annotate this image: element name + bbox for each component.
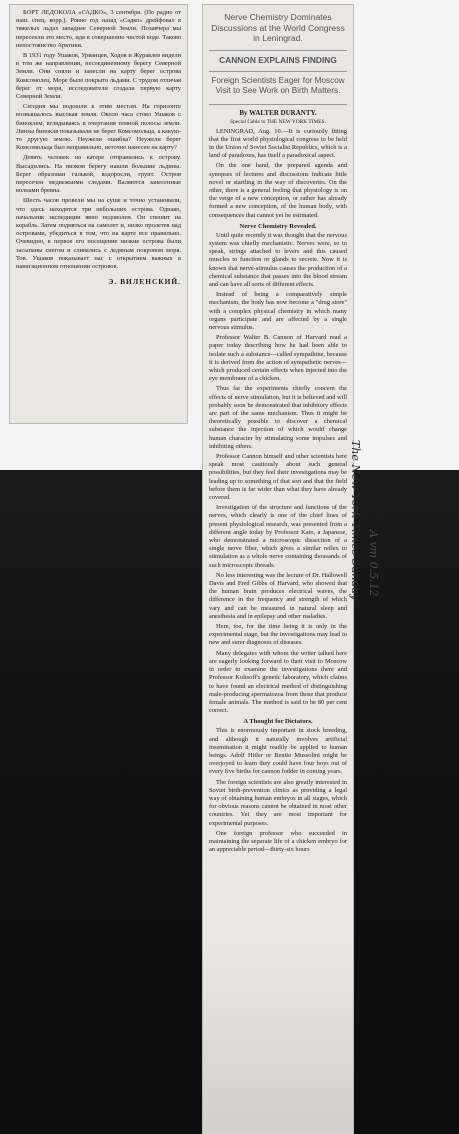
article-paragraph: Investigation of the structure and functions of the nerves, which clearly is one of the chief lines of present physiological research, was presented from a different angle today by Professor Kato, a Japanese, who demonstrated a microscopic dissection of a single nerve fiber, which gives a similar reflex to stimulation as a whole nerve containing thousands of such microscopic threads. <box>209 504 347 569</box>
author-signature: Э. ВИЛЕНСКИЙ. <box>108 277 181 287</box>
article-paragraph: Here, too, for the time being it is only in the experimental stage, but the investigations may lead to new and surer diagnoses of diseases. <box>209 623 347 647</box>
section-subhead: A Thought for Dictators. <box>243 718 313 726</box>
article-paragraph: LENINGRAD, Aug. 10.—It is curiously fitting that the first world physiological congress to be held in the Union of Soviet Socialist Republics, which is a land of paradoxes, has itself a paradoxical aspect. <box>209 127 347 160</box>
article-paragraph: Thus far the experiments chiefly concern the effects of nerve stimulation, but it is believed and will probably soon be demonstrated that inhibitory effects are part of the same mechanism. Thus it might be theoretically possible to discover a chemical substance the injection of which would change human character by stimulating some impulses and inhibiting others. <box>209 385 347 450</box>
nyt-newspaper-clipping <box>203 5 353 1134</box>
russian-newspaper-clipping <box>10 5 187 423</box>
article-paragraph: On the one hand, the prepared agenda and synopses of lectures and discussions indicate little novel or startling in the way of discoveries. On the other, there is a general feeling that physiology is on the verge of a new conception, or rather has already formed a new conception, of the human body, with consequences that cannot yet be estimated. <box>209 162 347 219</box>
article-paragraph: Professor Walter B. Cannon of Harvard read a paper today describing how he had been able to isolate such a substance—called sympathine, because it is derived from the action of sympathetic nerves—which produced certain effects when injected into the eye membrane of a chicken. <box>209 334 347 383</box>
article-kicker: Nerve Chemistry Dominates Discussions at the World Congress in Leningrad. <box>211 12 345 43</box>
wire-credit: Special Cable to THE NEW YORK TIMES. <box>230 118 326 125</box>
clipping-paragraph: В 1931 году Ушаков, Урванцев, Ходов и Журавлев видели в том же направлении, несоединенному берегу Северной Земли. Они сняли и занесли на карту берег острова Комсомолец. Море было покрыто льдами. С трудом отличая берег от моря, исследователи создали первую карту Северной Земли. <box>16 52 181 101</box>
clipping-paragraph: Сегодня мы подошли к этим местам. На горизонте возвышалось высокая земля. Около часа стоял Ушаков с биноклем, вглядываясь в очертания темной полосы земли. Линзы бинокля показывали не берег Комсомольца, а какую-то другую землю. Неужели ошибка? Неужели берег Комсомольца был неправильно, неточно нанесен на карту? <box>16 103 181 152</box>
paper-shadow <box>203 944 353 1134</box>
article-paragraph: This is enormously important in stock breeding, and although it naturally involves artificial insemination it might readily be applied to human beings. Adolf Hitler or Benito Mussolini might be overjoyed to learn they could have four boys out of every five births for cannon fodder in coming years. <box>209 727 347 776</box>
article-deck: Foreign Scientists Eager for Moscow Visit to See Work on Birth Matters. <box>209 71 347 96</box>
clipping-paragraph: Девять человек на катере отправились к острову. Высадились. На низком берегу нашли большие льдины. Берег образован галькой, водоросли, грунт. Остров пересечен медвежьими следами. Валяются занесенные волнами бревна. <box>16 154 181 195</box>
handwritten-source-note: The New York Times Sunday <box>349 440 362 601</box>
article-paragraph: No less interesting was the lecture of Dr. Hallowell Davis and Fred Gibbs of Harvard, who showed that the human brain produces electrical waves, the difference in the frequency and strength of which vary and can be measured in natural sleep and anesthesia and in epilepsy and other maladies. <box>209 571 347 620</box>
article-headline: CANNON EXPLAINS FINDING <box>209 50 347 65</box>
article-paragraph: Many delegates with whom the writer talked here are eagerly looking forward to their visit to Moscow in order to examine the investigations there and Professor Koltsoff's genetic laboratory, which claims to have found an electrical method of distinguishing male-producing spermatozoa from those that produce female animals. The method is said to be 80 per cent correct. <box>209 649 347 715</box>
clipping-paragraph: БОРТ ЛЕДОКОЛА «САДКО», 3 сентября. (По радио от наш. спец. корр.). Ровно год назад «Садко» дрейфовал в тяжелых льдах западнее Северной Земли. Позавчера мы пересекли это место, идя в совершенно чистой воде. Таково непостоянство Арктики. <box>16 9 181 49</box>
article-paragraph: Professor Cannon himself and other scientists here speak most cautiously about such general possibilities, but they feel their investigations may be leading up to something of that sort and that the field before them is far wider than what they have already covered. <box>209 453 347 502</box>
article-paragraph: Instead of being a comparatively simple mechanism, the body has now become a "drug store" with a complex physical chemistry in which many organs participate and are affected by a single nervous stimulus. <box>209 291 347 331</box>
clipping-paragraph: Шесть часов провели мы на суше и точно установили, что здесь находятся три небольших острова. Однако, начальник экспедиции явно недоволен. Он спешит на корабль. Затем подняться на самолет и, низко пролетев над островами, убедиться в том, что на карте все правильно. Очевидно, в первое его посещение низкие острова были засыпаны снегом и сливались с ледяным покровом моря. Тов. Ушаков показывает нас с открытием важных в навигационном отношении островов. <box>16 197 181 271</box>
section-subhead: Nerve Chemistry Revealed. <box>239 222 317 230</box>
article-paragraph: The foreign scientists are also greatly interested in Soviet birth-prevention clinics as providing a legal way of obtaining human embryos in all stages, which for obvious reasons cannot be obtained in most other countries. Yet they are most important for experimental purposes. <box>209 778 347 827</box>
article-paragraph: Until quite recently it was thought that the nervous system was chiefly mechanistic. Nerves were, so to speak, strings attached to levers and this caused muscles to function or glands to secrete. Now it is known that nerve-stimulus causes the production of a chemical substance that passes into the blood stream and can have all sorts of different effects. <box>209 231 347 288</box>
article-byline: By WALTER DURANTY. <box>209 104 347 117</box>
article-paragraph: One foreign professor who succeeded in maintaining the separate life of a chicken embryo for an appreciable period—thirty-six hours <box>209 829 347 854</box>
handwritten-date-note: A vm 0.5.12 <box>367 530 380 597</box>
